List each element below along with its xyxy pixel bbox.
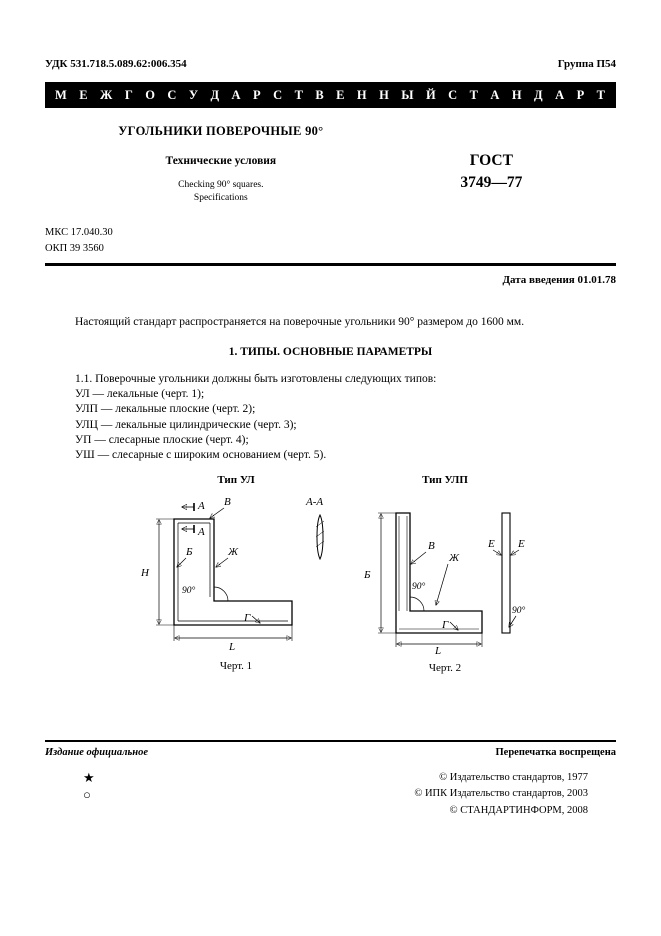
gost-label: ГОСТ — [469, 152, 513, 169]
type-list-item: УЛ — лекальные (черт. 1); — [75, 388, 205, 401]
figures-row — [130, 474, 616, 674]
type-list-item: УЛП — лекальные плоские (черт. 2); — [75, 403, 256, 416]
copyright-line: © Издательство стандартов, 1977 — [439, 772, 588, 783]
fig1-surface-v-label: В — [224, 495, 231, 508]
figure-2 — [350, 474, 540, 674]
fig1-length-dim-label: L — [229, 640, 236, 653]
footer-symbols — [45, 770, 125, 819]
figure-2-type-label: Тип УЛП — [422, 473, 468, 486]
reprint-prohibited-label: Перепечатка воспрещена — [495, 747, 616, 758]
copyright-block — [125, 770, 616, 819]
fig1-surface-b-label: Б — [186, 545, 193, 558]
type-list-item: УП — слесарные плоские (черт. 4); — [75, 434, 249, 446]
fig2-surface-g-label: Г — [442, 618, 449, 631]
document-title: УГОЛЬНИКИ ПОВЕРОЧНЫЕ 90° — [118, 124, 324, 138]
group-code: Группа П54 — [557, 58, 616, 70]
introduction-date-label: Дата введения — [502, 274, 575, 287]
document-subtitle-english-1: Checking 90° squares. — [178, 180, 264, 190]
standard-banner: М Е Ж Г О С У Д А Р С Т В Е Н Н Ы Й С Т А Н Д А Р Т — [45, 82, 616, 108]
official-edition-label: Издание официальное — [45, 747, 149, 758]
type-list-item: УШ — слесарные с широким основанием (черт. 5). — [75, 449, 327, 462]
fig1-section-letter-bottom: А — [198, 525, 205, 538]
figure-1-type-label: Тип УЛ — [217, 473, 255, 486]
scope-paragraph: Настоящий стандарт распространяется на поверочные угольники 90° размером до 1600 мм. — [75, 316, 525, 329]
clause-1-1: 1.1. Поверочные угольники должны быть изготовлены следующих типов: — [75, 373, 437, 386]
introduction-date — [45, 274, 616, 286]
fig2-length-dim-label: L — [435, 644, 442, 655]
figure-2-drawing — [350, 489, 540, 655]
introduction-date-value: 01.01.78 — [577, 274, 616, 287]
document-subtitle: Технические условия — [165, 155, 277, 167]
fig1-height-dim-label: Н — [141, 566, 149, 579]
section-1-title: 1. ТИПЫ. ОСНОВНЫЕ ПАРАМЕТРЫ — [228, 346, 433, 359]
circle-icon: ○ — [83, 786, 91, 802]
classification-codes — [45, 225, 616, 258]
title-block — [45, 124, 616, 205]
fig1-section-letter-top: А — [198, 499, 205, 512]
fig2-surface-zh-label: Ж — [449, 551, 460, 564]
gost-designation — [397, 124, 616, 205]
footer-rule — [45, 740, 616, 742]
fig1-surface-g-label: Г — [244, 611, 251, 624]
copyright-line: © ИПК Издательство стандартов, 2003 — [414, 788, 588, 800]
footer-notice-row — [45, 747, 616, 758]
fig1-section-view-label: А-А — [306, 495, 324, 508]
title-column — [45, 124, 397, 205]
header-rule — [45, 263, 616, 266]
mks-code: МКС 17.040.30 — [45, 226, 113, 238]
fig2-angle-2-label: 90° — [512, 605, 526, 616]
top-codes-row — [45, 58, 616, 70]
footer-bottom-row — [45, 770, 616, 819]
gost-number: 3749—77 — [460, 174, 523, 192]
figure-2-caption: Черт. 2 — [428, 661, 462, 674]
type-list — [45, 387, 616, 463]
star-icon: ★ — [83, 770, 95, 785]
figure-1 — [130, 474, 342, 674]
page-footer — [45, 740, 616, 819]
fig2-angle-1-label: 90° — [412, 581, 426, 592]
fig1-surface-zh-label: Ж — [228, 545, 239, 558]
fig2-surface-v-label: В — [428, 539, 435, 552]
document-subtitle-english-2: Specifications — [193, 192, 248, 203]
okp-code: ОКП 39 3560 — [45, 242, 104, 254]
type-list-item: УЛЦ — лекальные цилиндрические (черт. 3); — [75, 418, 297, 431]
fig2-surface-e-right-label: Е — [518, 537, 525, 550]
copyright-line: © СТАНДАРТИНФОРМ, 2008 — [449, 804, 588, 816]
fig2-left-dim-label: Б — [364, 568, 371, 581]
udk-code: УДК 531.718.5.089.62:006.354 — [45, 58, 187, 70]
figure-1-drawing — [130, 489, 342, 653]
fig1-angle-label: 90° — [182, 585, 196, 596]
figure-1-caption: Черт. 1 — [219, 659, 253, 672]
fig2-surface-e-left-label: Е — [488, 537, 495, 550]
